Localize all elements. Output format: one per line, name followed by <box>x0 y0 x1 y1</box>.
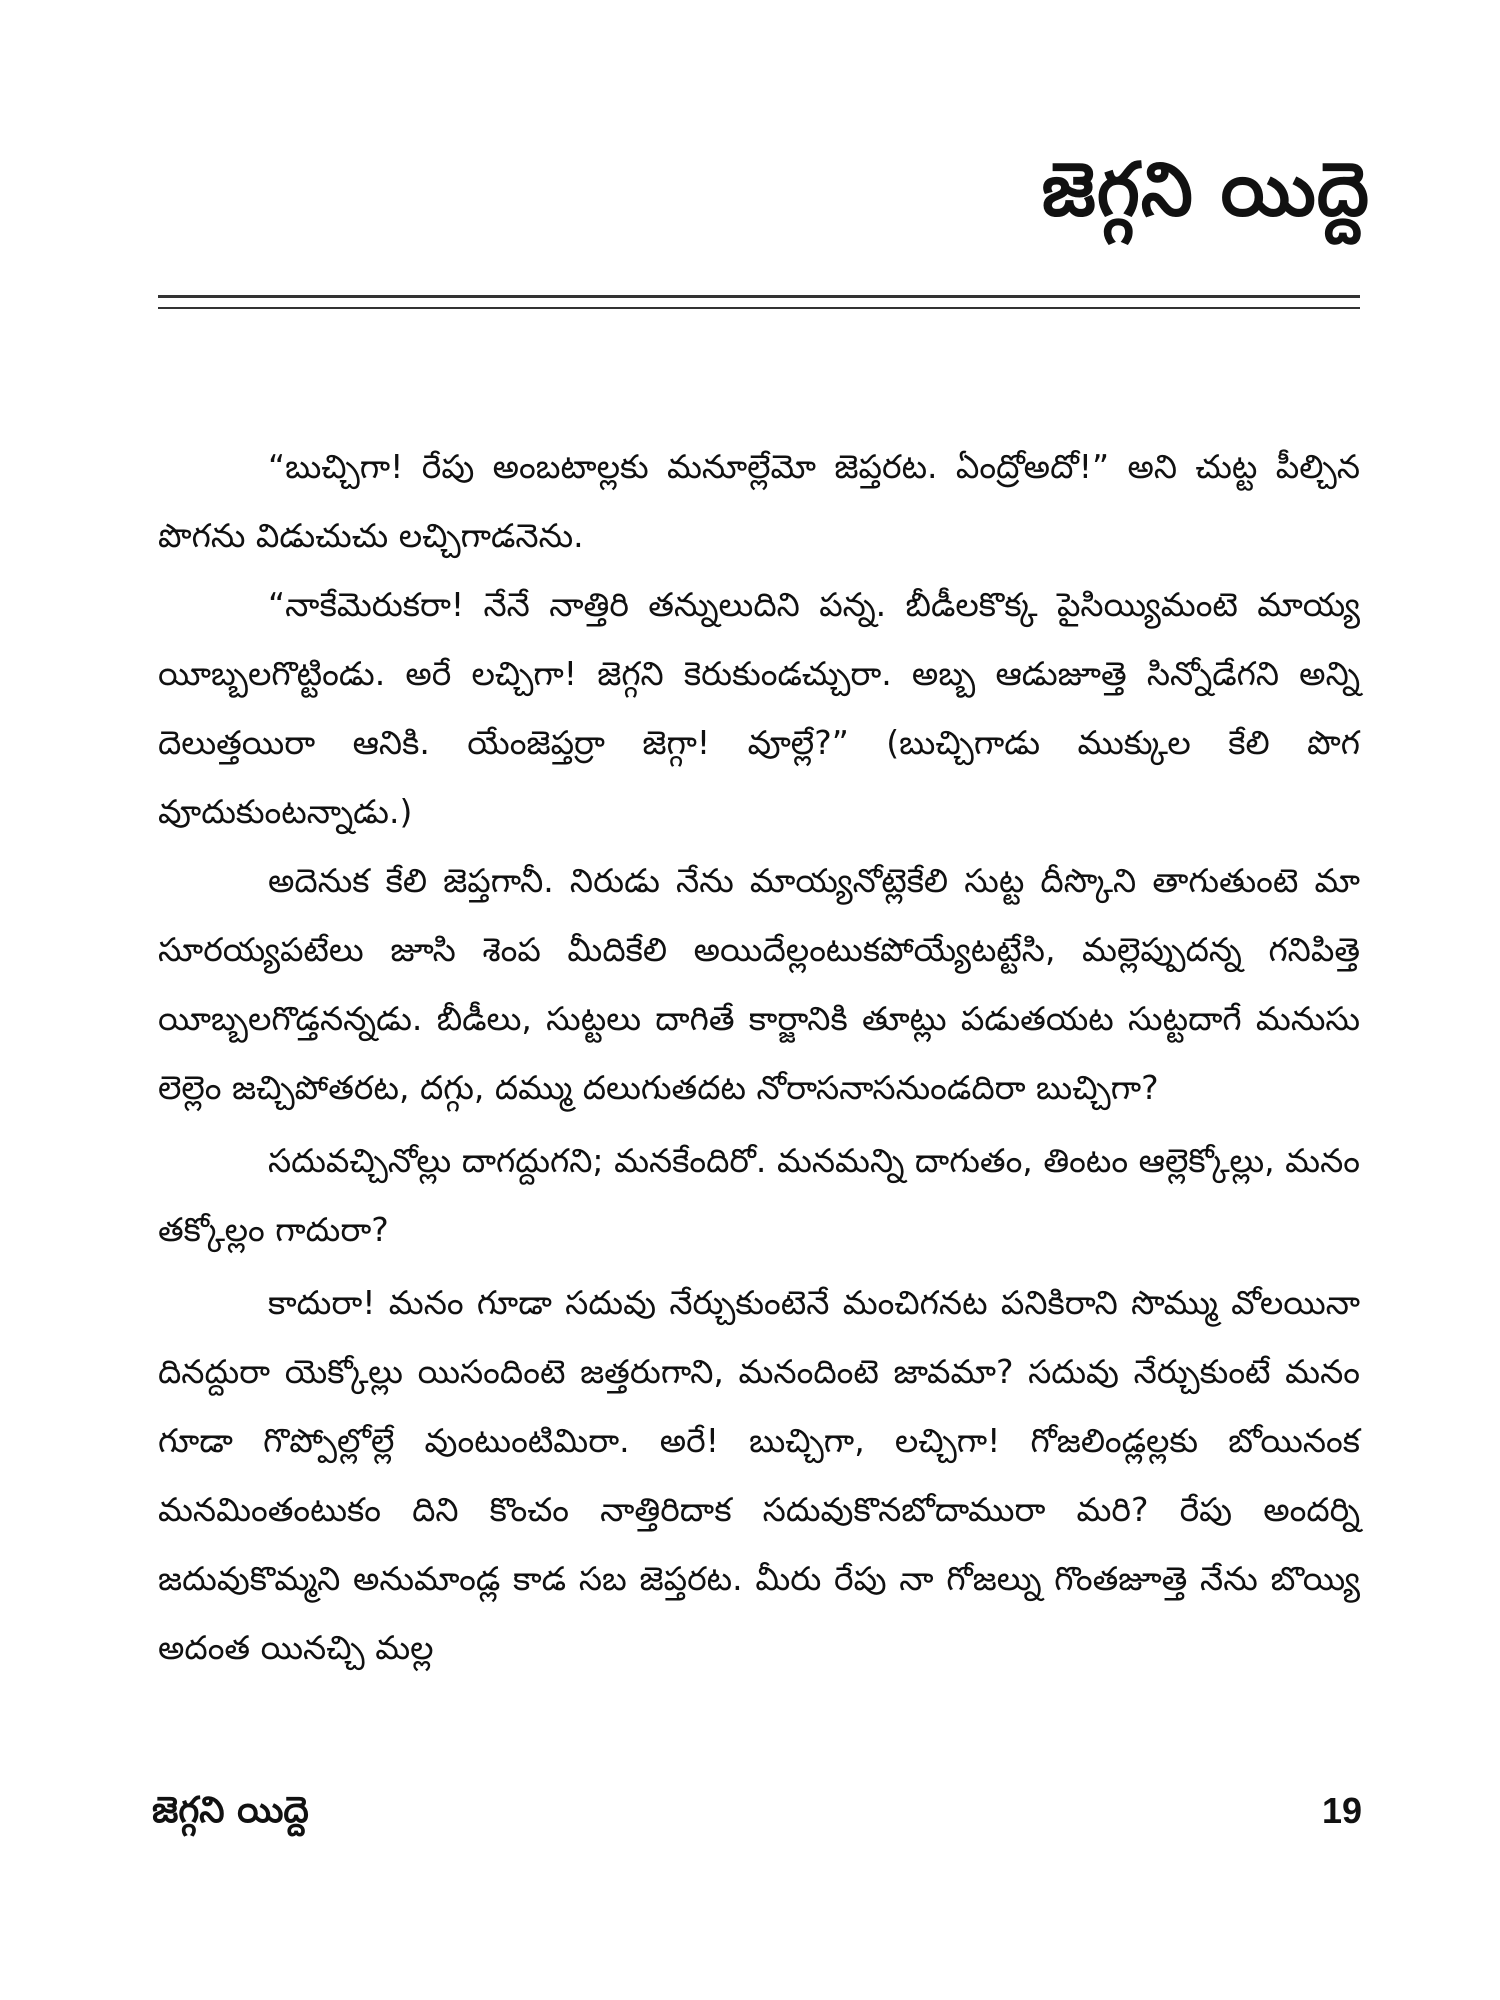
paragraph: సదువచ్చినోల్లు దాగద్దుగని; మనకేందిరో. మనమన్ని దాగుతం, తింటం ఆల్లెక్కోల్లు, మనం తక్కోల్లం గాదురా? <box>158 1141 1360 1249</box>
page-number: 19 <box>1321 1790 1362 1831</box>
paragraph: “నాకేమెరుకరా! నేనే నాత్తిరి తన్నులుదిని పన్న. బీడీలకొక్క పైసియ్యిమంటె మాయ్య యీబ్బలగొట్టిండు. అరే లచ్చిగా! జెగ్గని కెరుకుండచ్చురా. అబ్బ ఆడుజూత్తె సిన్నోడేగని అన్ని దెలుత్తయిరా ఆనికి. యేంజెప్తర్రా జెగ్గా! వూల్లే?” (బుచ్చిగాడు ముక్కుల కేలి పొగ వూదుకుంటన్నాడు.) <box>158 585 1360 831</box>
paragraph: కాదురా! మనం గూడా సదువు నేర్చుకుంటెనే మంచిగనట పనికిరాని సొమ్ము వోలయినా దినద్దురా యెక్కోల్లు యిసందింటె జత్తరుగాని, మనందింటె జావమా? సదువు నేర్చుకుంటే మనం గూడా గొప్పోల్లోల్లే వుంటుంటిమిరా. అరే! బుచ్చిగా, లచ్చిగా! గోజలిండ్లల్లకు బోయినంక మనమింతంటుకం దిని కొంచం నాత్తిరిదాక సదువుకొనబోదామురా మరి? రేపు అందర్ని జదువుకొమ్మని అనుమాండ్ల కాడ సబ జెప్తరట. మీరు రేపు నా గోజల్ను గొంతజూత్తె నేను బొయ్యి అదంత యినచ్చి మల్ల <box>158 1283 1360 1667</box>
paragraph: అదెనుక కేలి జెప్తగానీ. నిరుడు నేను మాయ్యనోట్లెకేలి సుట్ట దీస్కొని తాగుతుంటె మా సూరయ్యపటేలు జూసి శెంప మీదికేలి అయిదేల్లంటుకపోయ్యేటట్టేసి, మల్లెప్పుదన్న గనిపిత్తె యీబ్బలగొడ్తనన్నడు. బీడీలు, సుట్టలు దాగితే కార్జానికి తూట్లు పడుతయట సుట్టదాగే మనుసు లెల్లెం జచ్చిపోతరట, దగ్గు, దమ్ము దలుగుతదట నోరాసనాసనుండదిరా బుచ్చిగా? <box>158 861 1360 1107</box>
paragraph: “బుచ్చిగా! రేపు అంబటాల్లకు మనూల్లేమో జెప్తరట. ఏంద్రోఅదో!” అని చుట్ట పీల్చిన పొగను విడుచుచు లచ్చిగాడనెను. <box>158 447 1360 555</box>
footer-running-title: జెగ్గని యిద్దె <box>152 1790 309 1831</box>
title-rule-bottom <box>158 307 1360 309</box>
body-text <box>158 432 1360 1682</box>
title-rule-top <box>158 295 1360 298</box>
chapter-title: జెగ్గని యిద్దె <box>1041 147 1370 233</box>
